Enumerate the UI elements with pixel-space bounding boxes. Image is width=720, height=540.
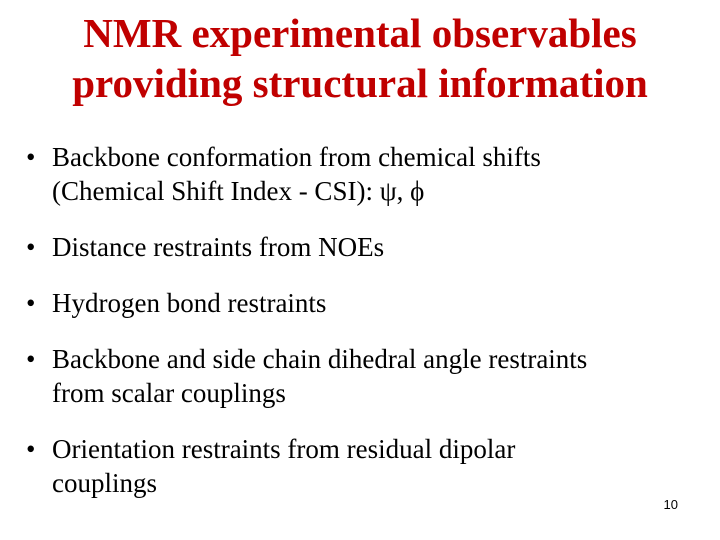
bullet-text-line: Orientation restraints from residual dipolar bbox=[52, 434, 516, 464]
slide-title bbox=[20, 8, 700, 108]
bullet-dot: • bbox=[26, 434, 36, 464]
bullet-item-noe-distance bbox=[22, 230, 702, 264]
bullet-text-line: from scalar couplings bbox=[52, 378, 286, 408]
slide-title-line: NMR experimental observables bbox=[83, 10, 637, 56]
bullet-text-line: couplings bbox=[52, 468, 157, 498]
bullet-dot: • bbox=[26, 232, 36, 262]
bullet-text-line: Backbone and side chain dihedral angle restraints bbox=[52, 344, 588, 374]
bullet-item-dihedral-angle bbox=[22, 342, 702, 410]
bullet-text-line: Distance restraints from NOEs bbox=[52, 232, 385, 262]
bullet-text-line: (Chemical Shift Index - CSI): ψ, ϕ bbox=[52, 176, 425, 206]
bullet-item-chemical-shifts bbox=[22, 140, 702, 208]
slide-title-line: providing structural information bbox=[72, 60, 648, 106]
bullet-dot: • bbox=[26, 288, 36, 318]
bullet-text-line: Backbone conformation from chemical shifts bbox=[52, 142, 541, 172]
bullet-list bbox=[22, 140, 702, 522]
bullet-text-line: Hydrogen bond restraints bbox=[52, 288, 327, 318]
bullet-dot: • bbox=[26, 142, 36, 172]
slide-page-number: 10 bbox=[663, 497, 678, 512]
bullet-item-hydrogen-bond bbox=[22, 286, 702, 320]
bullet-dot: • bbox=[26, 344, 36, 374]
bullet-item-dipolar-couplings bbox=[22, 432, 702, 500]
